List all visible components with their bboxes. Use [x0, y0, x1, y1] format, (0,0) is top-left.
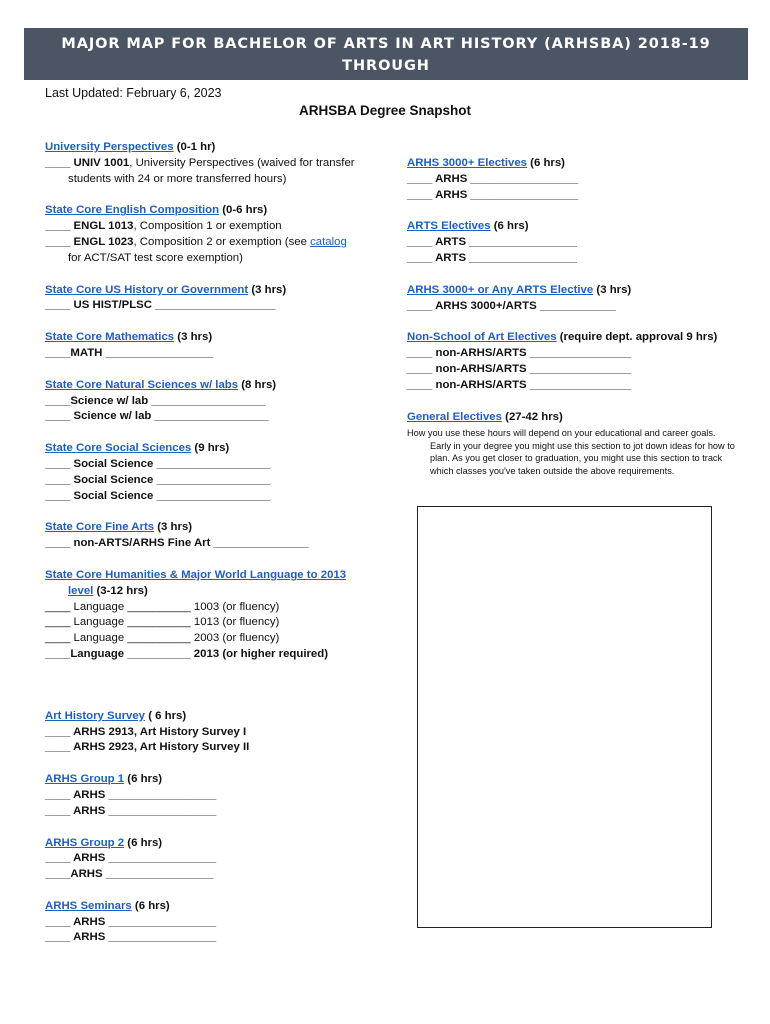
section-hours: ( 6 hrs) [145, 709, 187, 722]
course-code: ENGL 1023 [73, 235, 134, 248]
right-column [407, 156, 737, 477]
section-hours: (9 hrs) [191, 442, 230, 455]
section-hours: (6 hrs) [124, 773, 163, 786]
left-column [45, 140, 390, 946]
requirement-line: ____ Social Science __________________ [45, 473, 271, 486]
requirement-line: ____ ARHS _________________ [407, 172, 579, 185]
blank: ____ [45, 220, 74, 233]
fine-arts-link[interactable]: State Core Fine Arts [45, 521, 155, 534]
course-desc: , University Perspectives (waived for transfer [129, 156, 355, 169]
section-arhs-group-2 [45, 836, 390, 883]
section-hours: (3-12 hrs) [93, 584, 148, 597]
requirement-line: ____ non-ARHS/ARTS ________________ [407, 378, 632, 391]
social-sciences-link[interactable]: State Core Social Sciences [45, 442, 192, 455]
title-line-1: MAJOR MAP FOR BACHELOR OF ARTS IN ART HISTORY (ARHSBA) 2018-19 THROUGH [61, 36, 711, 74]
section-hours: (0-6 hrs) [219, 204, 268, 217]
requirement-line: ____Science w/ lab __________________ [45, 394, 266, 407]
requirement-line: ____ ARHS _________________ [45, 931, 217, 944]
course-desc: , Composition 1 or exemption [133, 220, 282, 233]
requirement-line: ____ Language __________ 1013 (or fluency) [45, 616, 280, 629]
non-school-electives-link[interactable]: Non-School of Art Electives [407, 331, 557, 344]
last-updated: Last Updated: February 6, 2023 [45, 86, 222, 100]
humanities-link[interactable]: State Core Humanities & Major World Language to 2013 [45, 568, 347, 581]
section-hours: (require dept. approval 9 hrs) [556, 331, 718, 344]
requirement-line: ____Language __________ 2013 (or higher required) [45, 647, 329, 660]
section-mathematics [45, 330, 390, 362]
section-hours: (3 hrs) [154, 521, 193, 534]
section-humanities-language [45, 568, 390, 663]
requirement-line: ____ ARHS 2923, Art History Survey II [45, 741, 250, 754]
catalog-link[interactable]: catalog [310, 235, 347, 248]
requirement-line: ____ ARHS _________________ [45, 915, 217, 928]
university-perspectives-link[interactable]: University Perspectives [45, 141, 174, 153]
art-history-survey-link[interactable]: Art History Survey [45, 709, 146, 722]
section-hours: (0-1 hr) [173, 141, 216, 153]
requirement-line: ____ ARHS _________________ [407, 188, 579, 201]
requirement-line: ____ ARHS _________________ [45, 788, 217, 801]
requirement-line: ____ non-ARHS/ARTS ________________ [407, 347, 632, 360]
section-arhs-or-arts-elective [407, 283, 737, 315]
requirement-line: ____ ARHS 2913, Art History Survey I [45, 725, 247, 738]
section-english-composition [45, 203, 390, 266]
arts-electives-link[interactable]: ARTS Electives [407, 220, 491, 233]
section-hours: (6 hrs) [124, 836, 163, 849]
section-hours: (6 hrs) [131, 899, 170, 912]
requirement-line: ____ non-ARTS/ARHS Fine Art _______________ [45, 537, 309, 550]
requirement-line: ____ Language __________ 2003 (or fluency) [45, 632, 280, 645]
requirement-line: ____ Language __________ 1003 (or fluency) [45, 600, 280, 613]
snapshot-title: ARHSBA Degree Snapshot [298, 103, 472, 118]
section-arhs-group-1 [45, 772, 390, 819]
natural-sciences-link[interactable]: State Core Natural Sciences w/ labs [45, 378, 239, 391]
requirement-line: ____ Social Science __________________ [45, 457, 271, 470]
course-desc-cont: for ACT/SAT test score exemption) [68, 251, 243, 264]
humanities-link-cont[interactable]: level [68, 584, 94, 597]
requirement-line: ____ ARHS _________________ [45, 804, 217, 817]
blank: ____ [45, 235, 74, 248]
section-hours: (3 hrs) [174, 331, 213, 344]
requirement-line: ____ Social Science __________________ [45, 489, 271, 502]
section-hours: (3 hrs) [593, 283, 632, 296]
us-history-link[interactable]: State Core US History or Government [45, 283, 249, 296]
section-university-perspectives [45, 140, 390, 187]
arhs-3000-electives-link[interactable]: ARHS 3000+ Electives [407, 157, 527, 169]
english-composition-link[interactable]: State Core English Composition [45, 204, 220, 217]
mathematics-link[interactable]: State Core Mathematics [45, 331, 175, 344]
course-code: ENGL 1013 [73, 220, 134, 233]
requirement-line: ____ Science w/ lab __________________ [45, 410, 269, 423]
notes-box[interactable] [417, 506, 712, 928]
course-desc: , Composition 2 or exemption (see [133, 235, 311, 248]
section-fine-arts [45, 520, 390, 552]
requirement-line: ____MATH _________________ [45, 346, 214, 359]
arhs-seminars-link[interactable]: ARHS Seminars [45, 899, 132, 912]
requirement-line: ____ARHS _________________ [45, 868, 214, 881]
arhs-group-1-link[interactable]: ARHS Group 1 [45, 773, 125, 786]
section-arts-electives [407, 219, 737, 266]
description-first-line: How you use these hours will depend on your educational and career goals. [407, 428, 716, 439]
course-desc-cont: students with 24 or more transferred hours) [68, 172, 287, 185]
section-social-sciences [45, 441, 390, 504]
section-art-history-survey [45, 709, 390, 756]
section-us-history [45, 283, 390, 315]
section-general-electives [407, 410, 737, 478]
description-rest: Early in your degree you might use this section to jot down ideas for how to plan. As you get closer to graduation, you might use this section to track which classes you've taken outside the above requirements. [430, 440, 735, 476]
general-electives-description [407, 427, 737, 477]
requirement-line: ____ US HIST/PLSC ___________________ [45, 299, 276, 312]
general-electives-link[interactable]: General Electives [407, 410, 502, 423]
course-code: UNIV 1001 [73, 156, 130, 169]
requirement-line: ____ ARTS _________________ [407, 251, 577, 264]
requirement-line: ____ ARHS 3000+/ARTS ____________ [407, 299, 616, 312]
section-arhs-seminars [45, 899, 390, 946]
requirement-line: ____ ARTS _________________ [407, 236, 577, 249]
title-line-2: 2022-23 CATALOG YEARS [274, 80, 498, 96]
requirement-line: ____ non-ARHS/ARTS ________________ [407, 362, 632, 375]
section-hours: (6 hrs) [490, 220, 529, 233]
requirement-line: ____ ARHS _________________ [45, 852, 217, 865]
arhs-or-arts-elective-link[interactable]: ARHS 3000+ or Any ARTS Elective [407, 283, 594, 296]
arhs-group-2-link[interactable]: ARHS Group 2 [45, 836, 125, 849]
section-natural-sciences [45, 378, 390, 425]
blank: ____ [45, 156, 74, 169]
section-hours: (8 hrs) [238, 378, 277, 391]
section-hours: (3 hrs) [248, 283, 287, 296]
section-non-school-electives [407, 330, 737, 393]
section-hours: (6 hrs) [527, 157, 565, 169]
section-arhs-3000-electives [407, 156, 737, 203]
section-hours: (27-42 hrs) [501, 410, 563, 423]
